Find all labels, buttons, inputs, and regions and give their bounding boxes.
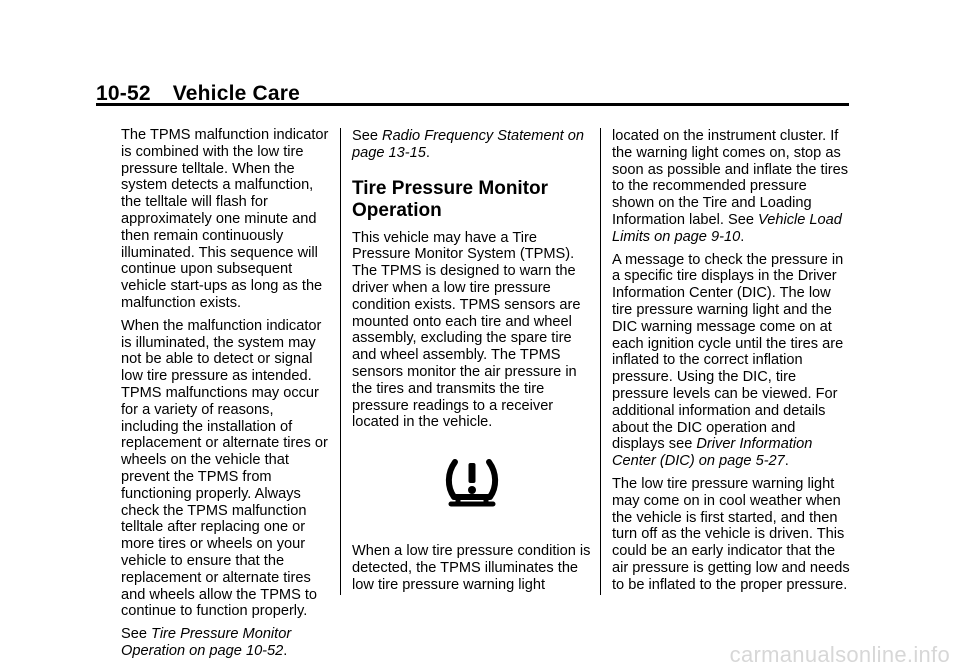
- page-number: 10-52: [96, 82, 151, 105]
- paragraph: [612, 128, 850, 246]
- header-rule: [96, 103, 849, 106]
- cross-reference-link[interactable]: Radio Frequency Statement on page 13-15: [352, 128, 585, 161]
- watermark: carmanualsonline.info: [729, 642, 950, 667]
- paragraph: This vehicle may have a Tire Pressure Monitor System (TPMS). The TPMS is designed to warn the driver when a low tire pressure condition exists. TPMS sensors are mounted onto each tire and wheel assembly, excluding the spare tire and wheel assembly. The TPMS sensors monitor the air pressure in the tires and transmits the tire pressure readings to a receiver located in the vehicle.: [352, 229, 581, 431]
- text: .: [740, 228, 745, 245]
- low-tire-pressure-warning-icon: [445, 457, 499, 509]
- paragraph: The low tire pressure warning light may come on in cool weather when the vehicle is first started, and then turn off as the vehicle is driven. This could be an early indicator that the air pressure is getting low and needs to be inflated to the proper pressure.: [612, 475, 850, 593]
- column-divider-2: [600, 128, 601, 595]
- paragraph: [612, 252, 850, 470]
- text: A message to check the pressure in a specific tire displays in the Driver Information Center (DIC). The low tire pressure warning light and the DIC warning message come on at each ignition cycle until the tires are inflated to the correct inflation pressure. Using the DIC, tire pressure levels can be viewed. For additional information and details about the DIC operation and displays see: [612, 251, 844, 453]
- section-heading: Tire Pressure Monitor Operation: [352, 177, 549, 221]
- text: .: [425, 144, 430, 161]
- paragraph: [352, 128, 592, 162]
- column-1: [121, 127, 333, 666]
- paragraph: The TPMS malfunction indicator is combined with the low tire pressure telltale. When the system detects a malfunction, the telltale will flash for approximately one minute and then remain continuously illuminated. This sequence will continue upon subsequent vehicle start-ups as long as the malfunction exists.: [121, 127, 329, 311]
- text: .: [283, 642, 288, 659]
- text: See: [121, 626, 152, 643]
- icon-container: [352, 457, 592, 509]
- cross-reference-link[interactable]: Tire Pressure Monitor Operation on page 10-52: [121, 626, 292, 659]
- section-title: Vehicle Care: [172, 82, 301, 105]
- paragraph: [121, 626, 333, 660]
- text: See: [352, 128, 383, 144]
- text: located on the instrument cluster. If the warning light comes on, stop as soon as possible and inflate the tires to the recommended pressure shown on the Tire and Loading Information label. See: [612, 128, 849, 228]
- column-2: [352, 128, 592, 600]
- paragraph: When the malfunction indicator is illuminated, the system may not be able to detect or signal low tire pressure as intended. TPMS malfunctions may occur for a variety of reasons, including the installation of replacement or alternate tires or wheels on the vehicle that prevent the TPMS from functioning properly. Always check the TPMS malfunction telltale after replacing one or more tires or wheels on your vehicle to ensure that the replacement or alternate tires and wheels allow the TPMS to continue to function properly.: [121, 317, 328, 620]
- column-3: [612, 128, 850, 600]
- paragraph: When a low tire pressure condition is detected, the TPMS illuminates the low tire pressure warning light: [352, 543, 591, 593]
- cross-reference-link[interactable]: Driver Information Center (DIC) on page 5-27: [612, 436, 813, 470]
- column-divider-1: [340, 128, 341, 595]
- cross-reference-link[interactable]: Vehicle Load Limits on page 9-10: [612, 211, 842, 245]
- text: .: [784, 453, 789, 470]
